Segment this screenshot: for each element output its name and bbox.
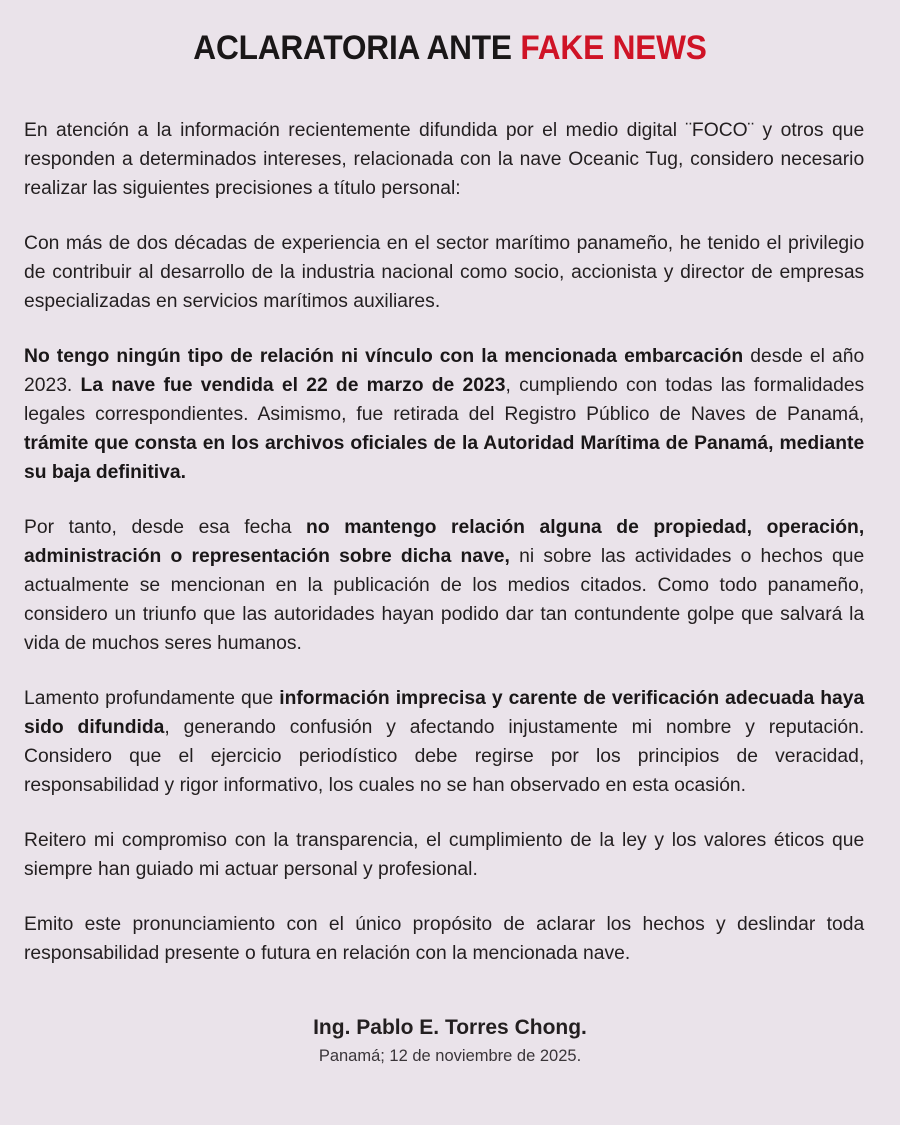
emphasis-run: No tengo ningún tipo de relación ni vínculo con la mencionada embarcación [23, 344, 743, 367]
signature-place-date: Panamá; 12 de noviembre de 2025. [318, 1046, 582, 1065]
signature-name: Ing. Pablo E. Torres Chong. [313, 1015, 587, 1039]
text-run: Emito este pronunciamiento con el único propósito de aclarar los hechos y deslindar toda responsabilidad presente o futura en relación con la mencionada nave. [23, 912, 864, 964]
text-run: Reitero mi compromiso con la transparencia, el cumplimiento de la ley y los valores éticos que siempre han guiado mi actuar personal y profesional. [23, 828, 864, 880]
paragraph [24, 826, 864, 884]
document-body [24, 67, 877, 1068]
text-run: Lamento profundamente que [23, 686, 279, 709]
page-title-accent: FAKE NEWS [520, 29, 707, 67]
text-run: ni sobre las actividades o hechos que actualmente se mencionan en la publicación de los medios citados. Como todo panameño, considero un triunfo que las autoridades hayan podido dar tan contundente golpe que salvará la vida de muchos seres humanos. [23, 544, 864, 654]
emphasis-run: La nave fue vendida el 22 de marzo de 2023 [80, 373, 505, 396]
emphasis-run: no mantengo relación alguna de propiedad, operación, administración o representación sobre dicha nave, [23, 515, 864, 567]
text-run: , cumpliendo con todas las formalidades legales correspondientes. Asimismo, fue retirada del Registro Público de Naves de Panamá, [23, 373, 864, 425]
paragraph [24, 229, 864, 316]
paragraph [24, 116, 864, 203]
emphasis-run: información imprecisa y carente de verificación adecuada haya sido difundida [23, 686, 864, 738]
page-title [32, 31, 869, 67]
paragraph [24, 684, 864, 800]
emphasis-run: trámite que consta en los archivos oficiales de la Autoridad Marítima de Panamá, mediante su baja definitiva. [23, 431, 864, 483]
page-title-main: ACLARATORIA ANTE [193, 29, 521, 67]
text-run: Por tanto, desde esa fecha [23, 515, 306, 538]
paragraph [24, 342, 864, 487]
title-block [0, 0, 900, 67]
paragraph [24, 910, 864, 968]
paragraph [24, 513, 864, 658]
signature-block [24, 1015, 877, 1068]
text-run: , generando confusión y afectando injustamente mi nombre y reputación. Considero que el ejercicio periodístico debe regirse por los principios de veracidad, responsabilidad y rigor informativo, los cuales no se han observado en esta ocasión. [23, 715, 864, 796]
text-run: desde el año 2023. [23, 344, 864, 396]
text-run: En atención a la información recientemente difundida por el medio digital ¨FOCO¨ y otros que responden a determinados intereses, relacionada con la nave Oceanic Tug, considero necesario realizar las siguientes precisiones a título personal: [23, 118, 864, 199]
text-run: Con más de dos décadas de experiencia en el sector marítimo panameño, he tenido el privilegio de contribuir al desarrollo de la industria nacional como socio, accionista y director de empresas especializadas en servicios marítimos auxiliares. [23, 231, 864, 312]
